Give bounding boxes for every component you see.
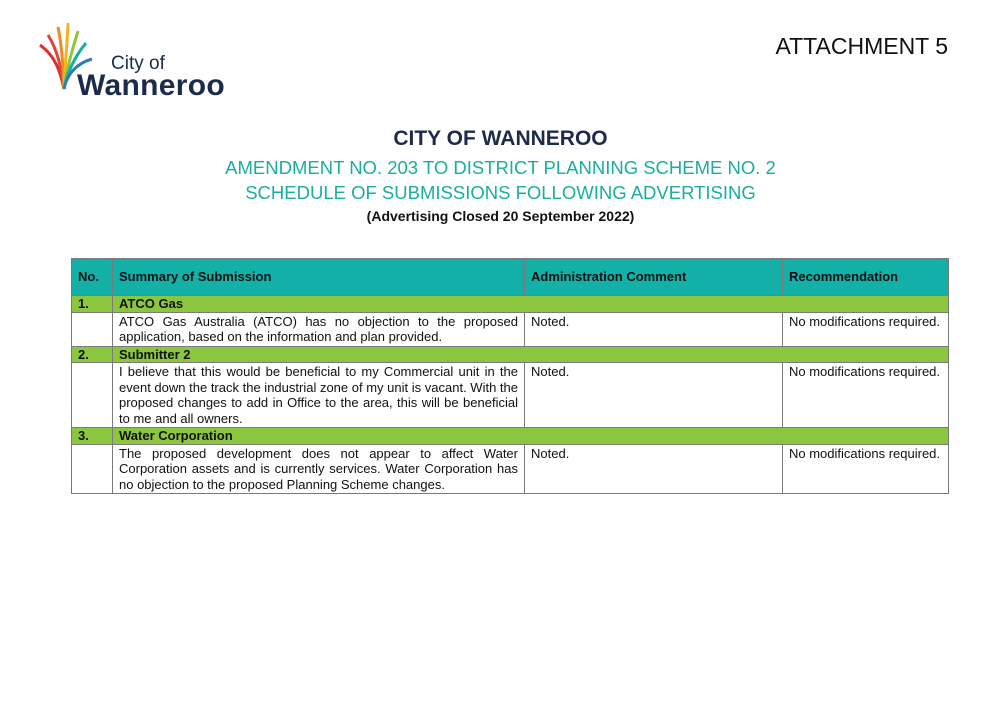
header-admin-comment: Administration Comment <box>525 259 783 296</box>
admin-comment: Noted. <box>525 312 783 346</box>
admin-comment: Noted. <box>525 444 783 494</box>
submission-group-row <box>72 428 949 445</box>
submission-detail-row <box>72 444 949 494</box>
empty-cell <box>72 444 113 494</box>
submissions-table <box>71 258 949 494</box>
submission-number: 2. <box>72 346 113 363</box>
logo-city-of-text: City of <box>111 53 165 74</box>
submitter-name: ATCO Gas <box>113 296 949 313</box>
submission-number: 3. <box>72 428 113 445</box>
submission-summary: The proposed development does not appear to affect Water Corporation assets and is currently services. Water Corporation has no objection to the proposed Planning Scheme changes. <box>113 444 525 494</box>
submission-summary: ATCO Gas Australia (ATCO) has no objection to the proposed application, based on the information and plan provided. <box>113 312 525 346</box>
empty-cell <box>72 363 113 428</box>
submission-detail-row <box>72 312 949 346</box>
submitter-name: Submitter 2 <box>113 346 949 363</box>
submission-group-row <box>72 296 949 313</box>
header-summary: Summary of Submission <box>113 259 525 296</box>
schedule-heading: SCHEDULE OF SUBMISSIONS FOLLOWING ADVERTISING <box>245 182 756 203</box>
document-title: CITY OF WANNEROO <box>393 127 608 150</box>
submission-summary: I believe that this would be beneficial to my Commercial unit in the event down the track the industrial zone of my unit is vacant. With the proposed changes to add in Office to the area, this will be beneficial to me and all owners. <box>113 363 525 428</box>
city-of-wanneroo-logo <box>34 17 244 102</box>
recommendation: No modifications required. <box>783 312 949 346</box>
table-header-row <box>72 259 949 296</box>
submitter-name: Water Corporation <box>113 428 949 445</box>
empty-cell <box>72 312 113 346</box>
attachment-label: ATTACHMENT 5 <box>775 33 948 59</box>
submission-number: 1. <box>72 296 113 313</box>
header-recommendation: Recommendation <box>783 259 949 296</box>
logo-wanneroo-text: Wanneroo <box>77 69 225 102</box>
submission-group-row <box>72 346 949 363</box>
recommendation: No modifications required. <box>783 444 949 494</box>
recommendation: No modifications required. <box>783 363 949 428</box>
amendment-heading: AMENDMENT NO. 203 TO DISTRICT PLANNING SCHEME NO. 2 <box>225 157 776 178</box>
submission-detail-row <box>72 363 949 428</box>
header-no: No. <box>72 259 113 296</box>
admin-comment: Noted. <box>525 363 783 428</box>
advertising-closed-note: (Advertising Closed 20 September 2022) <box>366 208 635 224</box>
